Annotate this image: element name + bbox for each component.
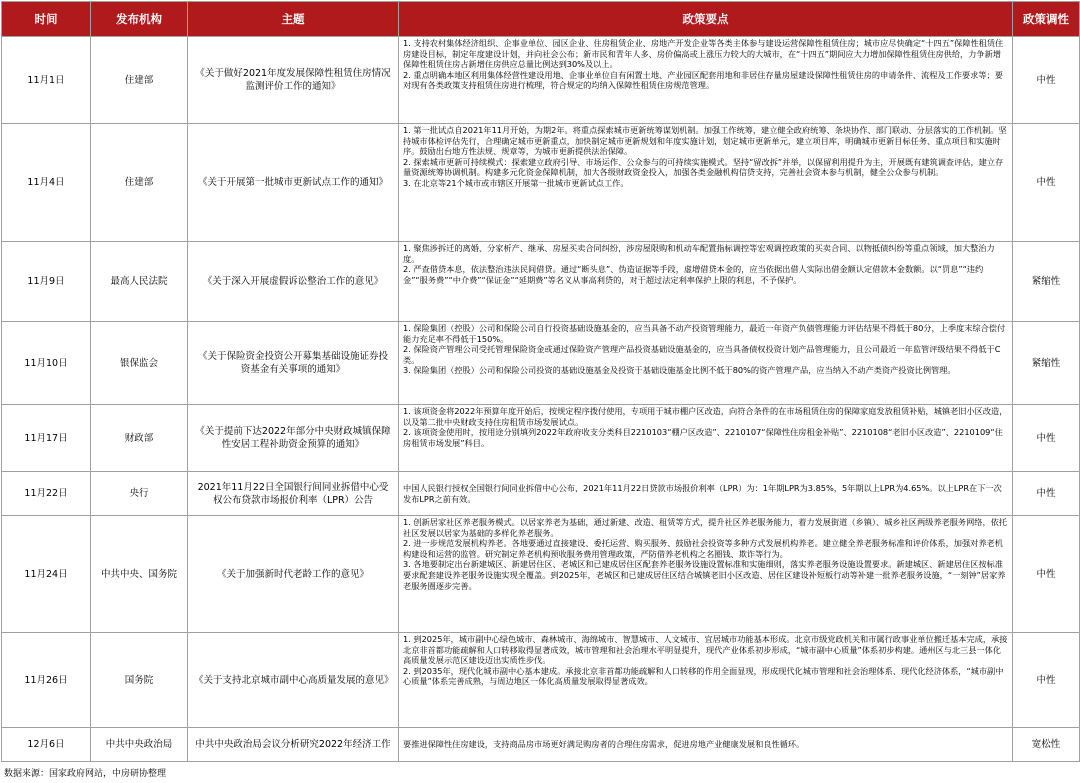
row-agency: 最高人民法院	[91, 242, 188, 322]
row-points	[399, 124, 1013, 242]
row-tone: 宽松性	[1013, 728, 1080, 762]
table-row	[2, 633, 1080, 728]
row-date: 11月26日	[2, 633, 91, 728]
row-date: 11月24日	[2, 516, 91, 633]
row-date: 11月1日	[2, 37, 91, 124]
row-agency: 中共中央、国务院	[91, 516, 188, 633]
policy-table	[1, 1, 1080, 762]
row-date: 11月10日	[2, 322, 91, 405]
header-tone: 政策调性	[1013, 2, 1080, 37]
table-row	[2, 37, 1080, 124]
policy-point: 2. 探索城市更新可持续模式：探索建立政府引导、市场运作、公众参与的可持续实施模式。坚持“留改拆”并举，以保留利用提升为主，开展既有建筑调查评估，建立存量资源统筹协调机制。构建多元化资金保障机制，加大各级财政资金投入，加强各类金融机构信贷支持，完善社会资本参与机制，健全公众参与机制。	[403, 156, 1004, 178]
row-agency: 中共中央政治局	[91, 728, 188, 762]
policy-point: 1. 第一批试点自2021年11月开始，为期2年。将重点探索城市更新统筹谋划机制。加强工作统筹，建立健全政府统筹、条块协作、部门联动、分层落实的工作机制。坚持城市体检评估先行，合理确定城市更新重点，加快制定城市更新规划和年度实施计划，划定城市更新单元，建立项目库，明确城市更新目标任务、重点项目和实施时序。鼓励出台地方性法规、规章等，为城市更新提供法治保障。	[403, 125, 1007, 157]
row-agency: 银保监会	[91, 322, 188, 405]
row-tone: 中性	[1013, 37, 1080, 124]
table-row	[2, 405, 1080, 472]
policy-point: 2. 严查借贷本息，依法整治违法民间借贷。通过“断头息”、伪造证据等手段，虚增借贷本金的，应当依据出借人实际出借金额认定借款本金数额。以“罚息”“违约金”“服务费”“中介费”“保证金”“延期费”等名义从事高利贷的，对于超过法定利率保护上限的利息，不予保护。	[403, 264, 984, 285]
row-tone: 中性	[1013, 405, 1080, 472]
policy-point: 1. 聚焦涉拆迁的离婚、分家析产、继承、房屋买卖合同纠纷，涉房屋限购和机动车配置指标调控等宏观调控政策的买卖合同、以物抵债纠纷等重点领域，加大整治力度。	[403, 243, 995, 264]
table-row	[2, 322, 1080, 405]
policy-point: 中国人民银行授权全国银行间同业拆借中心公布，2021年11月22日贷款市场报价利率（LPR）为：1年期LPR为3.85%，5年期以上LPR为4.65%。以上LPR在下一次发布LPR之前有效。	[403, 482, 1002, 504]
row-tone: 紧缩性	[1013, 242, 1080, 322]
row-tone: 紧缩性	[1013, 322, 1080, 405]
policy-point: 1. 到2025年，城市副中心绿色城市、森林城市、海绵城市、智慧城市、人文城市、宜居城市功能基本形成。北京市级党政机关和市属行政事业单位搬迁基本完成，承接北京非首都功能疏解和人口转移取得显著成效，城市管理和社会治理水平明显提升，现代产业体系初步形成，“城市副中心质量”体系初步构建。通州区与北三县一体化高质量发展示范区建设迈出实质性步伐。	[403, 634, 1008, 666]
policy-point: 3. 各地要制定出台新建城区、新建居住区、老城区和已建成居住区配套养老服务设施设置标准和实施细则，落实养老服务设施设置要求。新建城区、新建居住区按标准要求配套建设养老服务设施实现全覆盖。到2025年，老城区和已建成居住区结合城镇老旧小区改造、居住区建设补短板行动等补建一批养老服务设施，“一刻钟”居家养老服务圈逐步完善。	[403, 559, 1006, 591]
policy-point: 1. 创新居家社区养老服务模式。以居家养老为基础，通过新建、改造、租赁等方式，提升社区养老服务能力，着力发展街道（乡镇）、城乡社区两级养老服务网络，依托社区发展以居家为基础的多样化养老服务。	[403, 517, 1008, 538]
policy-point: 2. 保险资产管理公司受托管理保险资金或通过保险资产管理产品投资基础设施基金的，应当具备债权投资计划产品管理能力，且公司最近一年监管评级结果不得低于C类。	[403, 344, 1001, 365]
row-title: 《关于保险资金投资公开募集基础设施证券投资基金有关事项的通知》	[188, 322, 399, 405]
row-agency: 国务院	[91, 633, 188, 728]
row-tone: 中性	[1013, 516, 1080, 633]
table-row	[2, 242, 1080, 322]
policy-point: 2. 重点明确本地区利用集体经营性建设用地、企事业单位自有闲置土地、产业园区配套用地和非居住存量房屋建设保障性租赁住房的申请条件、流程及工作要求等；要对现有各类政策支持租赁住房进行梳理，符合规定的均纳入保障性租赁住房规范管理。	[403, 69, 1003, 91]
policy-point: 1. 支持农村集体经济组织、企事业单位、园区企业、住房租赁企业、房地产开发企业等各类主体参与建设运营保障性租赁住房；城市应尽快确定“十四五”保障性租赁住房建设目标，制定年度建设计划，并向社会公布；新市民和青年人多、房价偏高或上涨压力较大的大城市，在“十四五”期间应大力增加保障性租赁住房供给，力争新增保障性租赁住房占新增住房供应总量比例达到30%及以上。	[403, 38, 1004, 70]
policy-point: 1. 该项资金将2022年预算年度开始后，按规定程序拨付使用，专项用于城市棚户区改造，向符合条件的在市场租赁住房的保障家庭发放租赁补贴，城镇老旧小区改造，以及第二批中央财政支持住房租赁市场发展试点。	[403, 406, 1008, 427]
row-title: 《关于支持北京城市副中心高质量发展的意见》	[188, 633, 399, 728]
policy-point: 2. 到2035年，现代化城市副中心基本建成。承接北京非首都功能疏解和人口转移的作用全面显现，形成现代化城市管理和社会治理体系、现代化经济体系，“城市副中心质量”体系完善成熟，与周边地区一体化高质量发展取得显著成效。	[403, 665, 1004, 687]
row-points	[399, 472, 1013, 516]
policy-point: 要推进保障性住房建设，支持商品房市场更好满足购房者的合理住房需求，促进房地产业健康发展和良性循环。	[403, 739, 805, 750]
row-title: 2021年11月22日全国银行间同业拆借中心受权公布贷款市场报价利率（LPR）公告	[188, 472, 399, 516]
row-title: 《关于加强新时代老龄工作的意见》	[188, 516, 399, 633]
row-agency: 住建部	[91, 124, 188, 242]
table-row	[2, 472, 1080, 516]
header-title: 主题	[188, 2, 399, 37]
header-points: 政策要点	[399, 2, 1013, 37]
row-points	[399, 633, 1013, 728]
row-date: 12月6日	[2, 728, 91, 762]
row-tone: 中性	[1013, 124, 1080, 242]
row-title: 《关于开展第一批城市更新试点工作的通知》	[188, 124, 399, 242]
table-row	[2, 516, 1080, 633]
row-date: 11月17日	[2, 405, 91, 472]
row-tone: 中性	[1013, 472, 1080, 516]
row-points	[399, 516, 1013, 633]
policy-point: 2. 该项资金使用时，按用途分别填列2022年政府收支分类科目2210103“棚户区改造”、2210107“保障性住房租金补贴”、2210108“老旧小区改造”、2210109“住房租赁市场发展”科目。	[403, 427, 1003, 448]
row-title: 《关于深入开展虚假诉讼整治工作的意见》	[188, 242, 399, 322]
row-title: 《关于做好2021年度发展保障性租赁住房情况监测评价工作的通知》	[188, 37, 399, 124]
header-date: 时间	[2, 2, 91, 37]
table-row	[2, 124, 1080, 242]
policy-point: 2. 进一步规范发展机构养老。各地要通过直接建设、委托运营、购买服务、鼓励社会投资等多种方式发展机构养老。建立健全养老服务标准和评价体系，加强对养老机构建设和运营的监管。研究制定养老机构预收服务费用管理政策，严防借养老机构之名圈钱、欺诈等行为。	[403, 538, 1003, 559]
policy-point: 3. 保险集团（控股）公司和保险公司投资的基础设施基金及投资于基础设施基金比例不低于80%的资产管理产品，应当纳入不动产类资产投资比例管理。	[403, 365, 956, 376]
data-source-note: 数据来源：国家政府网站，中房研协整理	[4, 769, 167, 779]
table-row	[2, 728, 1080, 762]
policy-point: 3. 在北京等21个城市或市辖区开展第一批城市更新试点工作。	[403, 177, 629, 188]
table-header-row	[2, 2, 1080, 37]
row-title: 中共中央政治局会议分析研究2022年经济工作	[188, 728, 399, 762]
row-agency: 央行	[91, 472, 188, 516]
row-points	[399, 728, 1013, 762]
row-date: 11月4日	[2, 124, 91, 242]
row-points	[399, 322, 1013, 405]
row-tone: 中性	[1013, 633, 1080, 728]
row-points	[399, 37, 1013, 124]
row-points	[399, 405, 1013, 472]
row-agency: 住建部	[91, 37, 188, 124]
row-date: 11月9日	[2, 242, 91, 322]
header-agency: 发布机构	[91, 2, 188, 37]
row-title: 《关于提前下达2022年部分中央财政城镇保障性安居工程补助资金预算的通知》	[188, 405, 399, 472]
row-date: 11月22日	[2, 472, 91, 516]
row-agency: 财政部	[91, 405, 188, 472]
row-points	[399, 242, 1013, 322]
policy-point: 1. 保险集团（控股）公司和保险公司自行投资基础设施基金的，应当具备不动产投资管理能力，最近一年资产负债管理能力评估结果不得低于80分，上季度末综合偿付能力充足率不得低于150%。	[403, 323, 1006, 344]
